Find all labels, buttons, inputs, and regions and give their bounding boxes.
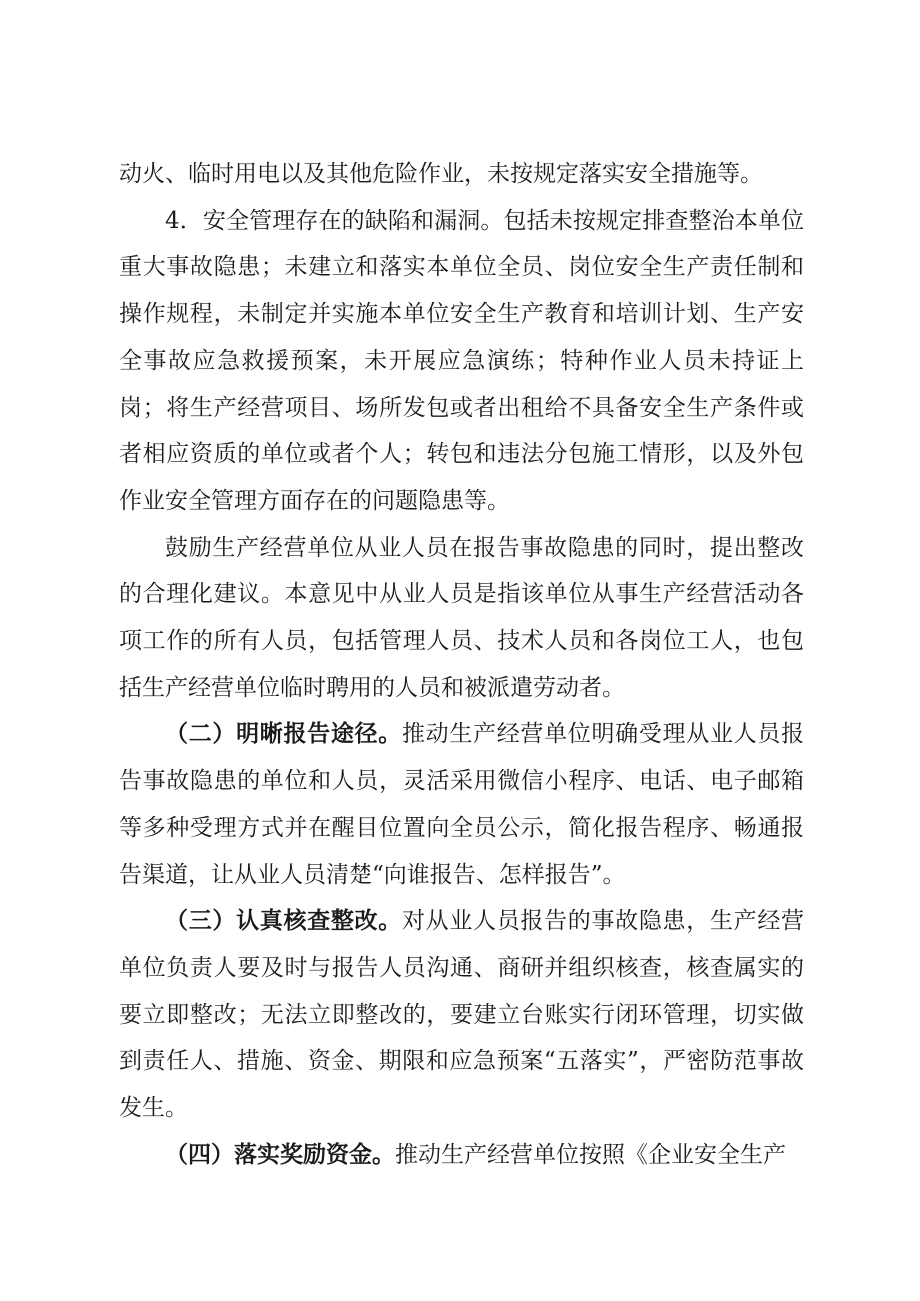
paragraph-text: 鼓励生产经营单位从业人员在报告事故隐患的同时，提出整改的合理化建议。本意见中从业人员是指该单位从事生产经营活动各项工作的所有人员，包括管理人员、技术人员和各岗位工人，也包括生产经营单位临时聘用的人员和被派遣劳动者。 <box>119 534 804 701</box>
paragraph-reporting-channels <box>119 711 804 898</box>
paragraph-hazardous-operations <box>119 151 804 198</box>
paragraph-encourage-suggestions <box>119 525 804 712</box>
paragraph-text: 对从业人员报告的事故隐患，生产经营单位负责人要及时与报告人员沟通、商研并组织核查，核查属实的要立即整改；无法立即整改的，要建立台账实行闭环管理，切实做到责任人、措施、资金、期限和应急预案“五落实”，严密防范事故发生。 <box>119 908 805 1122</box>
paragraph-verify-rectify <box>119 898 804 1132</box>
paragraph-management-defects <box>119 198 804 525</box>
section-heading: （四）落实奖励资金。 <box>165 1141 395 1168</box>
paragraph-reward-funds <box>119 1132 804 1179</box>
section-heading: （二）明晰报告途径。 <box>165 721 402 748</box>
section-heading: （三）认真核查整改。 <box>165 908 402 935</box>
paragraph-text: 推动生产经营单位按照《企业安全生产 <box>395 1141 786 1168</box>
paragraph-text: 推动生产经营单位明确受理从业人员报告事故隐患的单位和人员，灵活采用微信小程序、电话、电子邮箱等多种受理方式并在醒目位置向全员公示，简化报告程序、畅通报告渠道，让从业人员清楚“向谁报告、怎样报告”。 <box>119 721 805 888</box>
paragraph-text: 4．安全管理存在的缺陷和漏洞。包括未按规定排查整治本单位重大事故隐患；未建立和落实本单位全员、岗位安全生产责任制和操作规程，未制定并实施本单位安全生产教育和培训计划、生产安全事故应急救援预案，未开展应急演练；特种作业人员未持证上岗；将生产经营项目、场所发包或者出租给不具备安全生产条件或者相应资质的单位或者个人；转包和违法分包施工情形，以及外包作业安全管理方面存在的问题隐患等。 <box>119 207 804 514</box>
document-page <box>119 151 804 1178</box>
paragraph-text: 动火、临时用电以及其他危险作业，未按规定落实安全措施等。 <box>119 161 763 187</box>
